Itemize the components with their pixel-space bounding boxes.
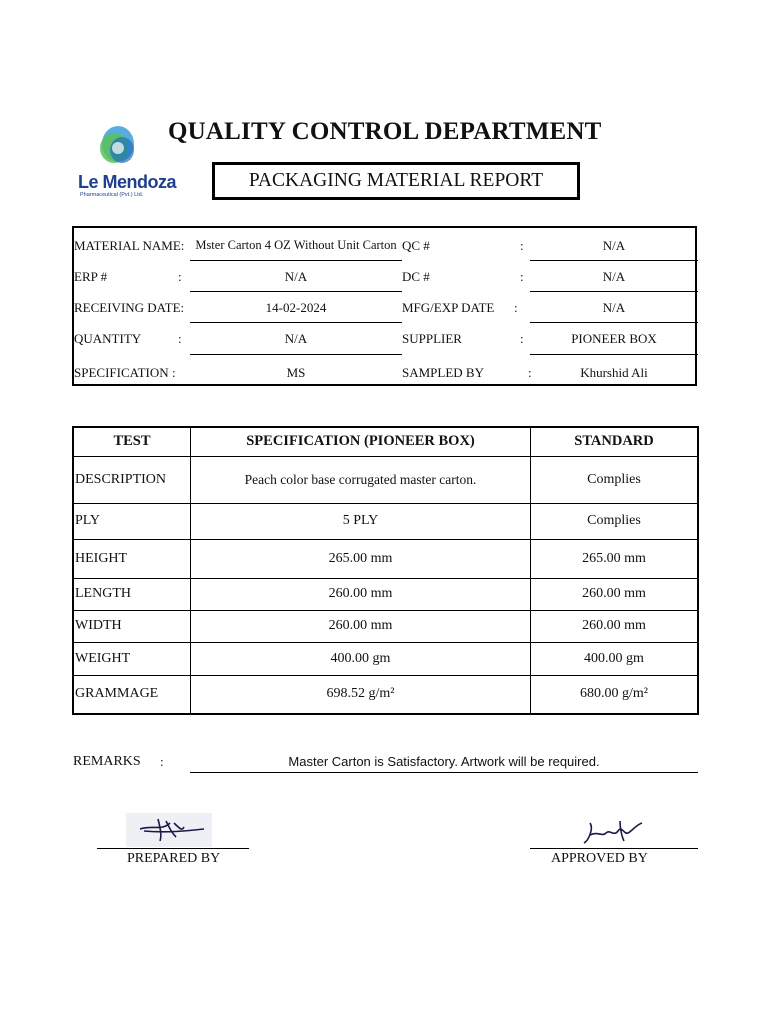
supplier-colon: : bbox=[520, 331, 524, 346]
test-name: WIDTH bbox=[73, 610, 191, 642]
header-standard: STANDARD bbox=[531, 427, 699, 456]
test-spec: Peach color base corrugated master carton. bbox=[191, 456, 531, 503]
qc-label: QC # bbox=[402, 238, 430, 253]
material-name-label: MATERIAL NAME: bbox=[74, 238, 185, 253]
test-name: GRAMMAGE bbox=[73, 675, 191, 714]
specification-colon: : bbox=[172, 365, 176, 380]
test-spec: 260.00 mm bbox=[191, 610, 531, 642]
info-row-receiving bbox=[74, 292, 695, 322]
specification-label: SPECIFICATION bbox=[74, 365, 169, 380]
report-subtitle: PACKAGING MATERIAL REPORT bbox=[212, 162, 580, 200]
receiving-date-label: RECEIVING DATE: bbox=[74, 300, 185, 315]
signature-icon bbox=[580, 815, 646, 847]
table-row bbox=[73, 539, 698, 578]
supplier-value: PIONEER BOX bbox=[571, 331, 657, 346]
erp-value: N/A bbox=[284, 269, 308, 284]
test-spec: 260.00 mm bbox=[191, 578, 531, 610]
table-row bbox=[73, 675, 698, 714]
test-results-table bbox=[72, 426, 699, 715]
test-standard: 680.00 g/m² bbox=[531, 675, 699, 714]
prepared-by-line bbox=[97, 848, 249, 849]
supplier-label: SUPPLIER bbox=[402, 331, 462, 346]
quantity-colon: : bbox=[178, 331, 182, 346]
quantity-underline bbox=[190, 354, 402, 355]
approved-by-label: APPROVED BY bbox=[551, 851, 648, 866]
mfg-exp-colon: : bbox=[514, 300, 518, 315]
header-test: TEST bbox=[73, 427, 191, 456]
test-standard: 265.00 mm bbox=[531, 539, 699, 578]
approved-by-line bbox=[530, 848, 698, 849]
page-title: QUALITY CONTROL DEPARTMENT bbox=[168, 118, 602, 145]
erp-colon: : bbox=[178, 269, 182, 284]
mfg-exp-value: N/A bbox=[602, 300, 626, 315]
sampled-by-value: Khurshid Ali bbox=[580, 365, 648, 380]
info-row-specification bbox=[74, 357, 695, 387]
dc-label: DC # bbox=[402, 269, 430, 284]
approved-by-signature bbox=[580, 815, 646, 847]
test-standard: 260.00 mm bbox=[531, 610, 699, 642]
prepared-by-signature bbox=[126, 813, 212, 847]
logo-name: Le Mendoza bbox=[78, 172, 177, 192]
test-name: LENGTH bbox=[73, 578, 191, 610]
qc-value: N/A bbox=[602, 238, 626, 253]
remarks-text: Master Carton is Satisfactory. Artwork will be required. bbox=[288, 754, 600, 769]
info-row-material bbox=[74, 230, 695, 260]
info-row-erp bbox=[74, 261, 695, 291]
test-name: HEIGHT bbox=[73, 539, 191, 578]
prepared-by-label: PREPARED BY bbox=[127, 851, 221, 866]
company-logo bbox=[74, 122, 177, 202]
erp-label: ERP # bbox=[74, 269, 108, 284]
sampled-by-colon: : bbox=[528, 365, 532, 380]
signature-icon bbox=[126, 813, 212, 847]
qc-colon: : bbox=[520, 238, 524, 253]
mfg-exp-label: MFG/EXP DATE bbox=[402, 300, 495, 315]
logo-emblem-icon bbox=[74, 122, 166, 178]
remarks-label: REMARKS bbox=[73, 754, 141, 769]
table-row bbox=[73, 642, 698, 675]
info-row-quantity bbox=[74, 323, 695, 353]
material-info-box bbox=[72, 226, 697, 386]
quantity-label: QUANTITY bbox=[74, 331, 142, 346]
table-row bbox=[73, 456, 698, 503]
material-name-value: Mster Carton 4 OZ Without Unit Carton bbox=[195, 238, 397, 252]
specification-value: MS bbox=[286, 365, 306, 380]
test-standard: Complies bbox=[531, 503, 699, 539]
logo-subtitle: Pharmaceutical (Pvt.) Ltd. bbox=[80, 192, 144, 198]
dc-colon: : bbox=[520, 269, 524, 284]
test-spec: 5 PLY bbox=[191, 503, 531, 539]
test-name: PLY bbox=[73, 503, 191, 539]
remarks-colon: : bbox=[160, 754, 164, 769]
table-row bbox=[73, 610, 698, 642]
sampled-by-label: SAMPLED BY bbox=[402, 365, 484, 380]
test-standard: 400.00 gm bbox=[531, 642, 699, 675]
test-name: WEIGHT bbox=[73, 642, 191, 675]
supplier-underline bbox=[530, 354, 698, 355]
table-row bbox=[73, 503, 698, 539]
table-row bbox=[73, 578, 698, 610]
table-header-row bbox=[73, 427, 698, 456]
test-spec: 698.52 g/m² bbox=[191, 675, 531, 714]
dc-value: N/A bbox=[602, 269, 626, 284]
test-standard: 260.00 mm bbox=[531, 578, 699, 610]
receiving-date-value: 14-02-2024 bbox=[265, 300, 327, 315]
test-standard: Complies bbox=[531, 456, 699, 503]
test-spec: 265.00 mm bbox=[191, 539, 531, 578]
test-spec: 400.00 gm bbox=[191, 642, 531, 675]
header-specification: SPECIFICATION (PIONEER BOX) bbox=[191, 427, 531, 456]
quantity-value: N/A bbox=[284, 331, 308, 346]
test-name: DESCRIPTION bbox=[73, 456, 191, 503]
remarks-underline bbox=[190, 772, 698, 773]
